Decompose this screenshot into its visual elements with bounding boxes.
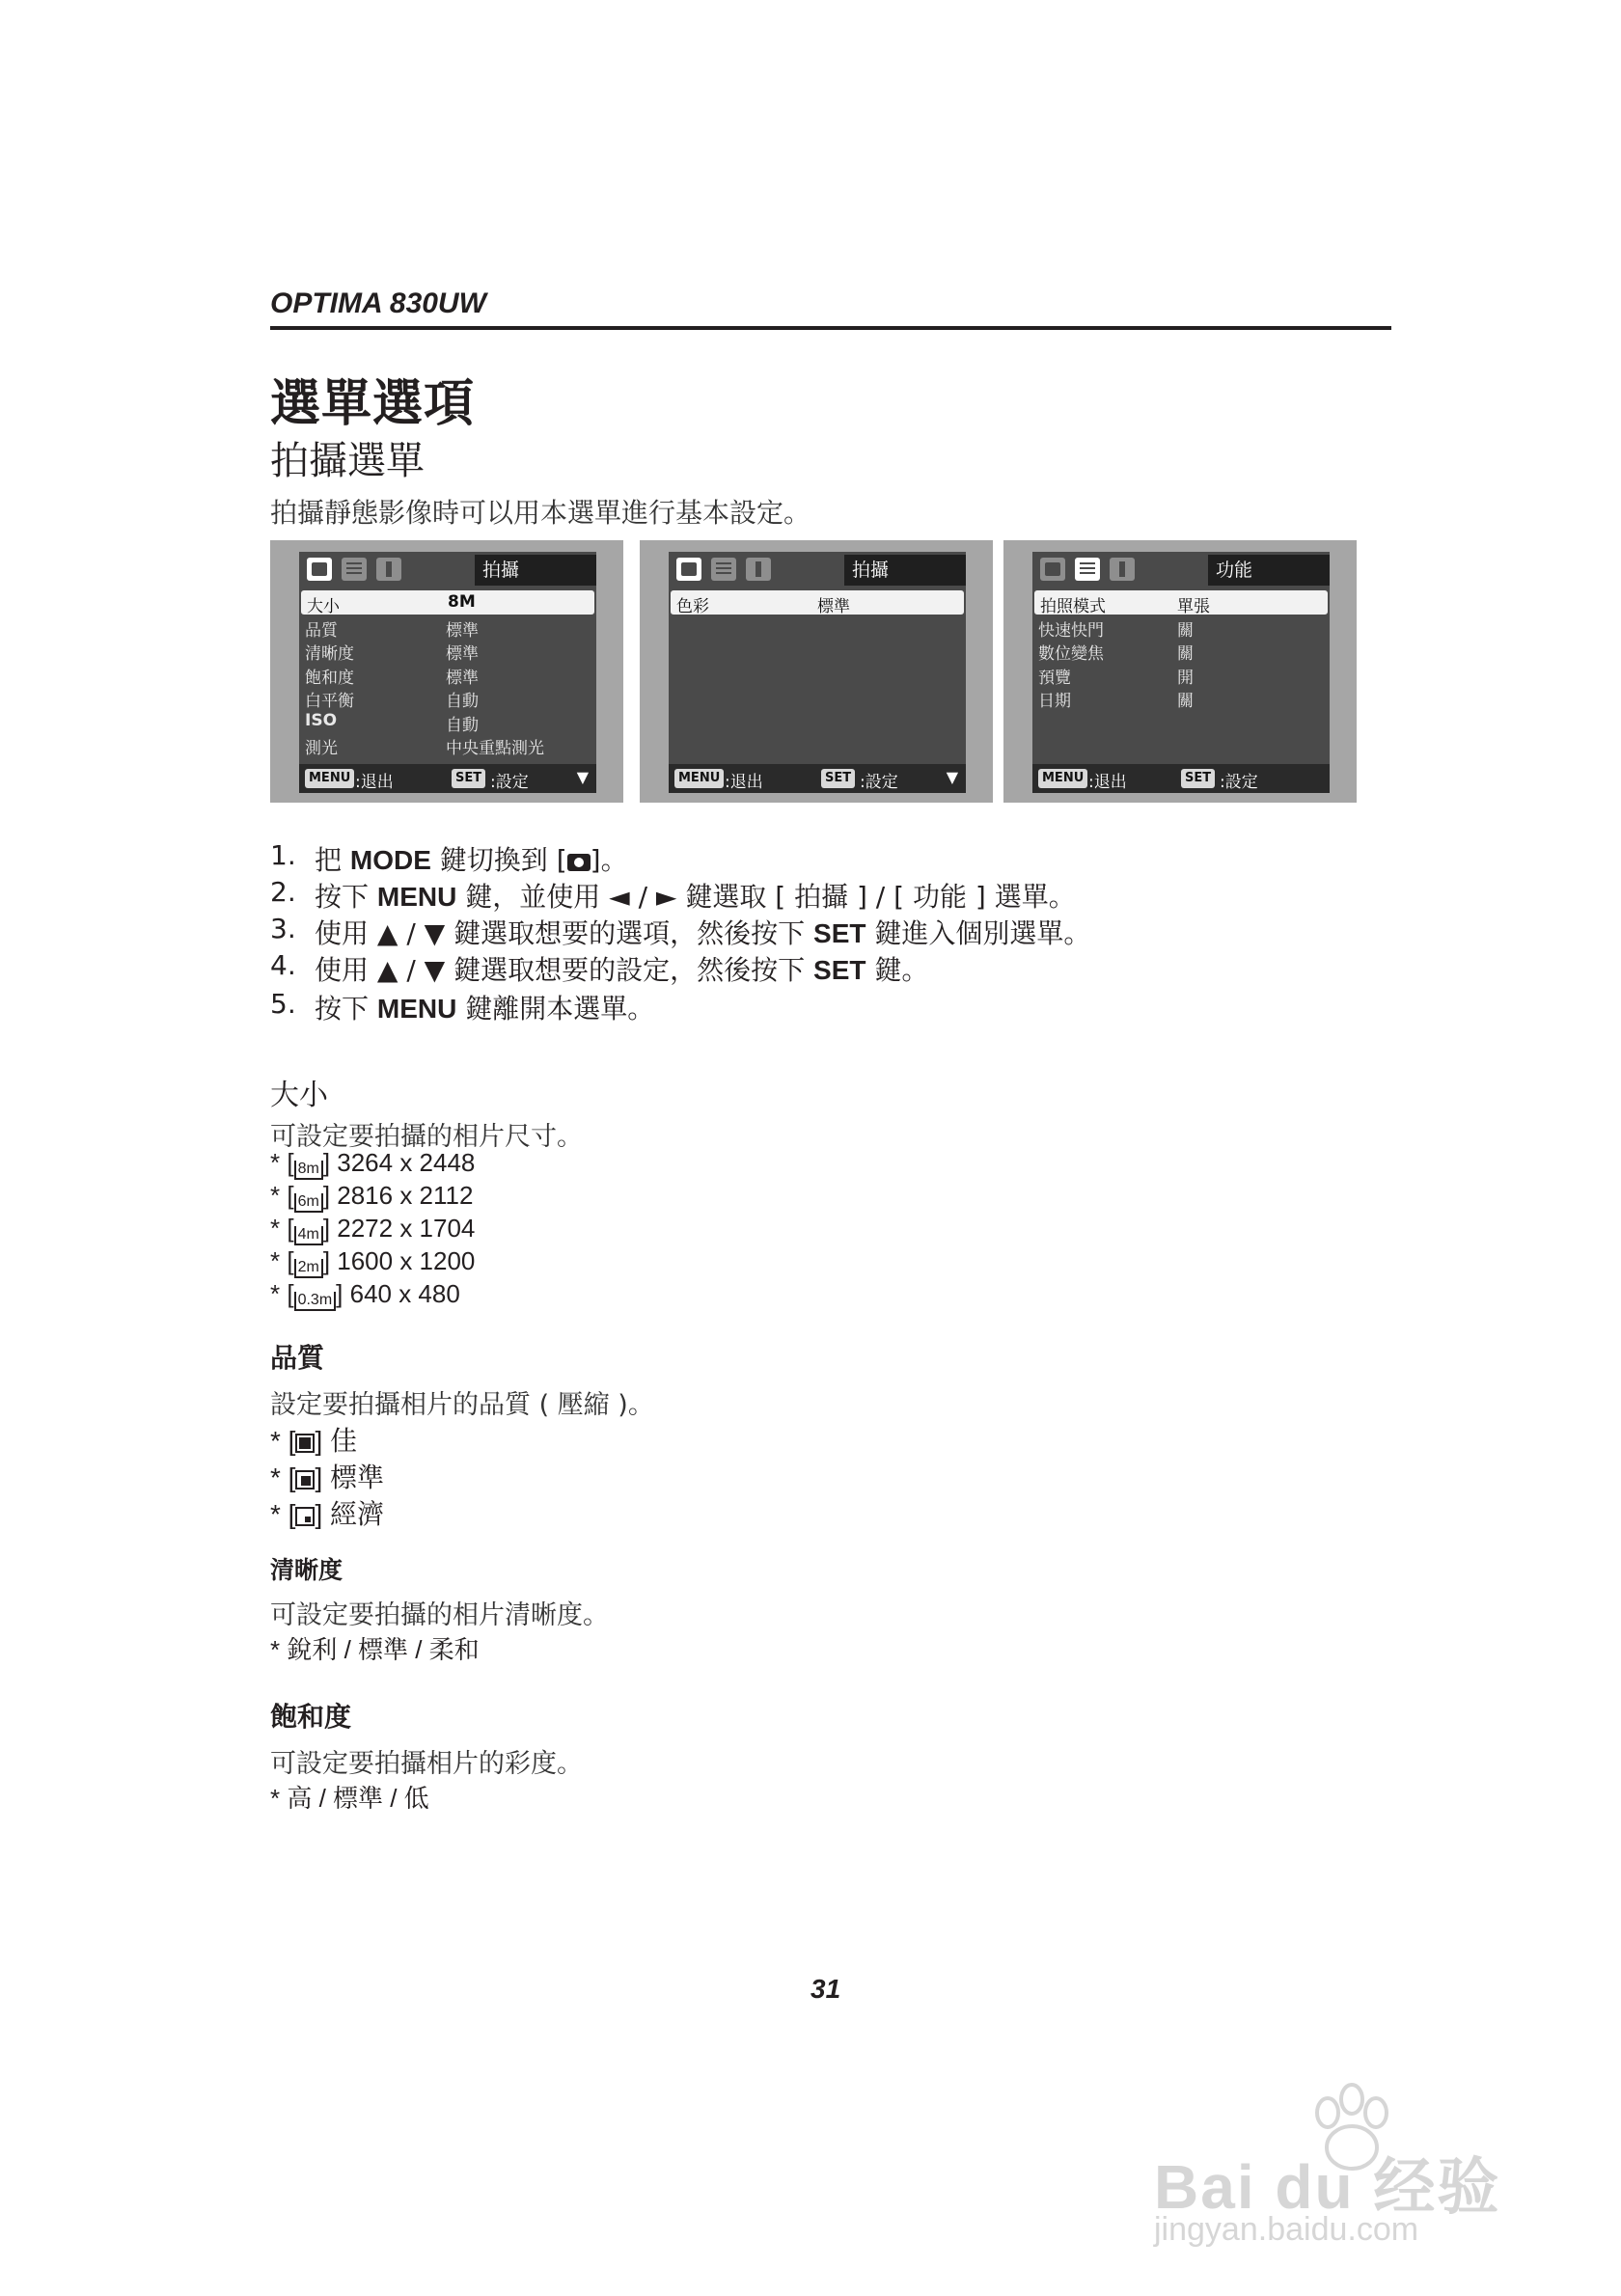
screen-title: 拍攝 [475, 555, 596, 586]
menu-row [299, 638, 596, 662]
menu-badge: MENU [305, 769, 354, 788]
step-text-part: 按下 [315, 881, 377, 913]
wrench-tab-icon [1110, 558, 1135, 581]
menu-key: 色彩 [676, 597, 709, 616]
watermark-url: jingyan.baidu.com [1154, 2211, 1419, 2248]
screen-title: 功能 [1208, 555, 1330, 586]
size-0.3m-icon: 0.3m [294, 1292, 337, 1311]
set-badge: SET [452, 769, 485, 788]
step-text-part: 鍵進入個別選單。 [865, 917, 1091, 949]
set-badge: SET [821, 769, 855, 788]
size-label: 2816 x 2112 [337, 1181, 474, 1210]
size-option: * [ 2m ] 1600 x 1200 [270, 1246, 475, 1278]
camera-tab-icon [1040, 558, 1065, 581]
menu-key: 數位變焦 [1038, 644, 1104, 664]
menu-key: 拍照模式 [1040, 597, 1106, 616]
tab-bar [299, 552, 596, 587]
quality-label: 經濟 [330, 1499, 385, 1529]
menu-badge: MENU [674, 769, 724, 788]
page-title: 選單選項 [270, 375, 476, 433]
key-name: SET [813, 918, 866, 948]
step-text-part: 鍵離開本選單。 [456, 993, 655, 1025]
menu-value: 開 [1177, 668, 1194, 688]
menu-key: 快速快門 [1038, 620, 1104, 641]
quality-option: * [ ] 經濟 [270, 1499, 385, 1529]
menu-value: 中央重點測光 [446, 739, 544, 758]
size-option: * [ 6m ] 2816 x 2112 [270, 1181, 473, 1213]
size-option: * [ 0.3m ] 640 x 480 [270, 1279, 460, 1311]
camera-tab-icon [307, 558, 332, 581]
watermark-brand: Bai du 经验 [1154, 2152, 1501, 2222]
step-number: 1. [270, 839, 296, 871]
size-option: * [ 8m ] 3264 x 2448 [270, 1148, 475, 1180]
camera-mode-icon [567, 854, 591, 871]
quality-fine-icon [295, 1434, 315, 1453]
camera-screen-function [1003, 540, 1357, 803]
screen-footer [669, 764, 966, 793]
list-tab-icon [711, 558, 736, 581]
saturation-title: 飽和度 [270, 1701, 352, 1733]
menu-key: 測光 [305, 739, 338, 758]
step-text-part: 鍵切換到 [ [430, 844, 567, 876]
header-model: OPTIMA 830UW [270, 287, 486, 319]
list-tab-icon [1075, 558, 1100, 581]
menu-key: ISO [305, 710, 338, 730]
step-text-part: 按下 [315, 993, 377, 1025]
menu-row [1032, 662, 1330, 686]
step-number: 4. [270, 949, 296, 981]
quality-desc: 設定要拍攝相片的品質 ( 壓縮 )。 [270, 1390, 654, 1420]
section-subtitle: 拍攝選單 [270, 439, 425, 483]
menu-row [299, 732, 596, 756]
menu-row [301, 590, 594, 615]
key-name: MODE [349, 845, 431, 875]
key-name: MENU [376, 994, 457, 1024]
list-tab-icon [342, 558, 367, 581]
menu-value: 標準 [446, 668, 479, 688]
menu-value: 8M [448, 592, 476, 612]
menu-list [1032, 590, 1330, 709]
menu-row [299, 709, 596, 733]
quality-label: 標準 [330, 1462, 385, 1492]
set-label: :設定 [1220, 773, 1258, 792]
quality-title: 品質 [270, 1342, 325, 1374]
quality-normal-icon [295, 1470, 315, 1490]
intro-text: 拍攝靜態影像時可以用本選單進行基本設定。 [270, 497, 811, 529]
menu-value: 標準 [817, 597, 850, 616]
menu-value: 單張 [1177, 597, 1210, 616]
wrench-tab-icon [376, 558, 401, 581]
step-text-part: 鍵，並使用 ◄ / ► 鍵選取 [ 拍攝 ] / [ 功能 ] 選單。 [456, 881, 1076, 913]
exit-text: 退出 [360, 773, 394, 792]
screen-footer [299, 764, 596, 793]
menu-value: 關 [1177, 644, 1194, 664]
menu-row [1034, 590, 1328, 615]
quality-label: 佳 [330, 1426, 358, 1456]
menu-badge: MENU [1038, 769, 1087, 788]
menu-row [299, 662, 596, 686]
menu-list [669, 590, 966, 615]
key-name: MENU [376, 882, 457, 912]
camera-screen-shooting-2 [640, 540, 993, 803]
quality-option: * [ ] 標準 [270, 1462, 385, 1492]
menu-key: 品質 [305, 620, 338, 641]
menu-key: 日期 [1038, 692, 1071, 711]
step-text-part: 使用 ▲ / ▼ 鍵選取想要的設定，然後按下 [315, 954, 814, 986]
screen-title: 拍攝 [844, 555, 966, 586]
menu-value: 自動 [446, 692, 479, 711]
page-number: 31 [810, 1974, 841, 2004]
step-text-part: 使用 ▲ / ▼ 鍵選取想要的選項，然後按下 [315, 917, 814, 949]
step-text [315, 876, 1076, 915]
camera-screen-shooting-1 [270, 540, 623, 803]
menu-value: 標準 [446, 644, 479, 664]
menu-value: 自動 [446, 715, 479, 735]
menu-value: 關 [1177, 620, 1194, 641]
tab-bar [1032, 552, 1330, 587]
baidu-watermark [1154, 2074, 1569, 2248]
size-label: 3264 x 2448 [337, 1148, 476, 1177]
step-text-part: ]。 [590, 844, 628, 876]
menu-row [671, 590, 964, 615]
quality-option: * [ ] 佳 [270, 1426, 358, 1456]
size-6m-icon: 6m [294, 1193, 323, 1213]
tab-bar [669, 552, 966, 587]
menu-key: 飽和度 [305, 668, 354, 688]
step-number: 2. [270, 876, 296, 908]
menu-key: 大小 [307, 597, 340, 616]
menu-value: 標準 [446, 620, 479, 641]
set-label: :設定 [490, 773, 529, 792]
menu-key: 預覽 [1038, 668, 1071, 688]
menu-row [299, 615, 596, 639]
sharpness-desc: 可設定要拍攝的相片清晰度。 [270, 1600, 609, 1630]
sharpness-title: 清晰度 [270, 1556, 343, 1584]
camera-tab-icon [676, 558, 701, 581]
exit-text: 退出 [729, 773, 763, 792]
set-text: 設定 [495, 773, 529, 792]
saturation-options: * 高 / 標準 / 低 [270, 1784, 429, 1813]
size-label: 640 x 480 [349, 1279, 460, 1308]
size-label: 1600 x 1200 [337, 1246, 476, 1275]
step-text [315, 839, 628, 878]
size-2m-icon: 2m [294, 1259, 323, 1278]
scroll-down-icon: ▼ [946, 768, 958, 786]
menu-value: 關 [1177, 692, 1194, 711]
step-text-part: 把 [315, 844, 350, 876]
size-8m-icon: 8m [294, 1161, 323, 1180]
size-label: 2272 x 1704 [337, 1214, 476, 1243]
menu-key: 白平衡 [305, 692, 354, 711]
header-rule [270, 326, 1391, 330]
step-text [315, 988, 654, 1026]
size-title: 大小 [270, 1079, 328, 1112]
menu-row [1032, 638, 1330, 662]
size-option: * [ 4m ] 2272 x 1704 [270, 1214, 475, 1245]
menu-row [299, 685, 596, 709]
menu-row [1032, 685, 1330, 709]
size-desc: 可設定要拍攝的相片尺寸。 [270, 1122, 583, 1152]
size-4m-icon: 4m [294, 1226, 323, 1245]
scroll-down-icon: ▼ [576, 768, 589, 786]
step-text [315, 949, 928, 988]
exit-label: :退出 [725, 773, 763, 792]
screen-footer [1032, 764, 1330, 793]
exit-label: :退出 [1088, 773, 1127, 792]
step-text [315, 913, 1090, 951]
exit-text: 退出 [1093, 773, 1127, 792]
sharpness-options: * 銳利 / 標準 / 柔和 [270, 1635, 480, 1664]
wrench-tab-icon [746, 558, 771, 581]
saturation-desc: 可設定要拍攝相片的彩度。 [270, 1749, 583, 1779]
set-label: :設定 [860, 773, 898, 792]
menu-list [299, 590, 596, 756]
set-text: 設定 [1224, 773, 1258, 792]
menu-key: 清晰度 [305, 644, 354, 664]
step-number: 5. [270, 988, 296, 1020]
exit-label: :退出 [355, 773, 394, 792]
menu-row [1032, 615, 1330, 639]
step-number: 3. [270, 913, 296, 944]
key-name: SET [813, 955, 866, 985]
quality-economy-icon [295, 1507, 315, 1526]
set-text: 設定 [865, 773, 898, 792]
set-badge: SET [1181, 769, 1215, 788]
step-text-part: 鍵。 [865, 954, 929, 986]
